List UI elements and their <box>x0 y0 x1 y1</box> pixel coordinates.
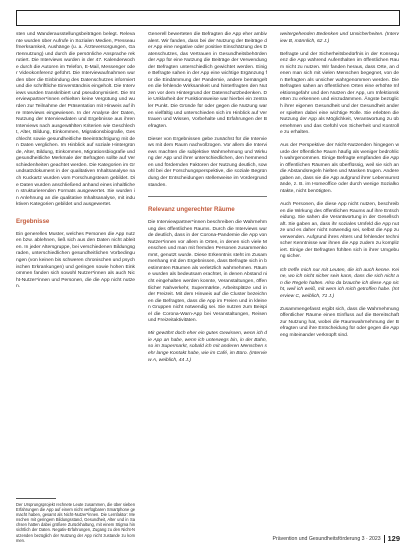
page-footer <box>273 534 400 543</box>
paragraph: Dieser von Ergebnissen gebe zunächst für die Interviews mit dem Raum nachvollzogen. Vor allem die Interviews machten die subjektive Wahrnehmung und Wirkung der App und ihrer unterschiedlichen, den hemmenden und fördernden Faktoren der Nutzung deutlich, sowohl bei der Forschungsperspektive, die soziale Begründung der Entscheidungen stellenweise im Vordergrund standen. <box>148 136 267 188</box>
column-right <box>280 32 399 346</box>
interview-quote: Ich treffe mich nur mit Leuten, die ich auch kenne. Keine, wo ich nicht sicher sein kann, dass die sich nicht an die Regeln halten. Also da brauche ich diese App nicht, weil ich weiß, mit wem ich mich getroffen habe. (Interview C, weiblich, 71 J.) <box>280 267 399 299</box>
section-heading-results: Ergebnisse <box>16 217 50 225</box>
column-left <box>16 32 135 297</box>
section-heading-spaces: Relevanz ungerechter Räume <box>148 206 235 214</box>
footer-divider <box>384 535 385 543</box>
paragraph: Generell bewerteten die Befragten die App eher ambivalent. Wir fanden, dass bei der Nutzung der Beiträge der App eine negative oder positive Einschätzung des Datenschutzes, das Vertrauen in Gesundheitsbehörden der App für eine Nutzung die Beiträge der Verwendung der Befragten unterschiedlich gewichtet werden. Einige Befragte sahen in der App eine wichtige Ergänzung für die Eindämmung der Pandemie, andere bemängelten die fehlende Wirksamkeit und hinterfragten den Nutzen vor dem Hintergrund der Datenschutzbedenken. Die Unklarheit der Funktionsweise war hierbei ein zentraler Punkt. Die Gründe für oder gegen die Nutzung waren vielfältig und unterschieden sich im Hinblick auf Vertrauen und Wissen, Vorbehalte und Erfahrungen der Befragten. <box>148 32 267 129</box>
interview-quote: Mir gewährt doch eher ein gutes Gewissen, wenn ich die App an habe, wenn ich unterwegs bin, in der Bahn, so im Supermarkt, sobald ich mit anderen Menschen sehr lange Kontakt habe, wie im Café, im Büro. (Interview A, weiblich, 44 J.) <box>148 331 267 363</box>
paragraph: Aus der Perspektive der Nicht-Nutzenden hingegen wurde der öffentliche Raum häufig als weniger bedrohlich wahrgenommen. Einige Befragte empfanden die App in öffentlichen Räumen als überflüssig, weil sie sich an die Abstandsregeln hielten und Masken trugen. Andere gaben an, dass sie die App aufgrund ihrer Lebensumstände, z. B. im Homeoffice oder durch wenige Sozialkontakte, nicht benötigten. <box>280 143 399 195</box>
interview-quote: weitergehenden Bedenken und Unsicherheiten. (Interview B, männlich, 62 J.) <box>280 32 399 44</box>
paragraph: Die Interviewpartner*innen beschreiben die Wahrnehmung des öffentlichen Raums. Durch die Interviews wurde deutlich, dass in der Corona-Pandemie die App von Nutzer*innen vor allem in Orten, in denen sich viele Menschen und man mit fremden Personen zusammenkommt, genutzt wurde. Diese Erkenntnis steht im Zusammenhang mit den Ergebnissen, dass Befragte sich in bestimmten Räumen als verletzlich wahrnehmen. Räume wurden als bedeutsam erachtet, in denen Abstand nicht eingehalten werden konnte, Veranstaltungen, öffentlicher Nahverkehr, Supermärkte, Arbeitsplätze und in der Freizeit. Mit dem Hinweis auf die Cluster bezeichnen die Befragten, dass die App im Freien und in kleinen Gruppen nicht notwendig sei. Sie nutzen zum Beispiel die Corona-Warn-App bei Veranstaltungen, Reisen und Freizeitaktivitäten. <box>148 220 267 324</box>
footnote: Der Ursprungsprojekt rechnete Leute zusammen, die über sieben Erfahrungen die App auf einem nicht verfügbaren Smartphone gemacht haben, gesamt als Nicht-Nutzer*innen. Die Lernfaktor: Menschen mit geringem Bildungsstand, Gesundheit, Alter und in Sachsen hatten dabei größere Zurückhaltung, mit einem Stigma hinsichtlich der Daten. Negativ-Erfahrungen, Zugang zu den Nicht-Nutzenden bezüglich der Nutzung der App nicht zustande zu kommen. <box>16 502 135 543</box>
page-number: 129 <box>387 534 400 543</box>
running-header-box <box>16 10 400 26</box>
paragraph: Befragte und der Sicherheitsbedürfnis in der Konsequenz die App während Aufenthalten im öffentlichen Raum nicht zu nutzen. Wir fanden heraus, dass Orte, an denen man sich mit vielen Menschen begegnet, von den Befragten als unsicher wahrgenommen werden. Die Befragten sahen an öffentlichen Orten eine erhöhte Infektionsgefahr und den Nutzen der App, um Infektionsketten zu erkennen und einzudämmen. Ängste bezüglich ihrer eigenen Gesundheit und der Gesundheit anderer spielten dabei eine wichtige Rolle. Sie erlebten die Nutzung der App als Möglichkeit, Verantwortung zu übernehmen und das Gefühl von Sicherheit und Kontrolle zu erhalten. <box>280 51 399 136</box>
journal-citation: Prävention und Gesundheitsförderung 3 · 2023 <box>272 535 381 542</box>
column-middle <box>148 32 267 371</box>
footnote-rule <box>16 498 56 499</box>
paragraph: sten und Wanderausstellungsbeiträgen belegt. Relevante wurden über Aufrufe in Sozialen Medien, Presseaufmerksamkeit, Aushänge (u. a. Ärzteversorgungen, Gartennutzung) und durch die persönliche Ansprache rekrutiert. Die Interviews wurden in der 47. Kalenderwoche durch die Autoren im Telefon, E-Mail, Messenger oder Videokonferenz geführt. Die Interviewaufnahmen wurden über die Einbindung des Datenschutzes informiert und die schriftliche Einverständnis eingeholt. Die Interviews wurden transkribiert und pseudonymisiert. Die Interviewpartner*innen erhielten keine Vergütung und wurden zur Teilnahme der Präsentation mit Hinweis auf ihre Interviews eingewiesen. In der Analyse der Daten, Nutzung der Interviewdaten und Ergebnisse aus ihren Interviews nach ausgewählten Kriterien wie Geschlecht, Alter, Bildung, Einkommen, Migrationsbiografie, Geschlecht sowie gesundheitliche Beeinträchtigung mit den Daten verglichen. Im Hinblick auf soziale Hintergründe, Alter, Bildung, Einkommen, Migrationsbiografie und gesundheitliche Merkmale der Befragten sollte auf Verschiedenheiten geachtet werden. Die Kategorien im Grundsatzdokument in der qualitativen Inhaltsanalyse nach Kuckartz wurden vom Forschungsteam gebildet. Die Daten wurden anschließend anhand eines inhaltlichen strukturierenden Formats ausgewertet. Sie wurden in Anlehnung an die qualitative Inhaltsanalyse, mit induktiven Kategorien gebildet und ausgewertet. <box>16 32 135 208</box>
paragraph: Zusammengefasst ergibt sich, dass die Wahrnehmung öffentlicher Räume einen Einfluss auf die Bereitschaft zur Nutzung hat, wobei die Raumwahrnehmung der Befragten und ihre Entscheidung für oder gegen die App eng miteinander verknüpft sind. <box>280 306 399 338</box>
paragraph: Ein generelles Muster, welches Personen die App nutzen bzw. ablehnen, ließ sich aus den Daten nicht ableiten. In jeder Altersgruppe, bei verschiedenen Bildungsgraden, unterschiedlichen gesundheitlichen Vorbedingungen (von keinen bis schweren chronischen und psychischen Erkrankungen) und geringen sowie hohen Einkommen fanden sich sowohl Nutzer*innen als auch Nicht-Nutzer*innen und Personen, die die App nicht nutzen. <box>16 231 135 290</box>
paragraph: Auch Personen, die diese App nicht nutzen, beschreiben die Wirkung des öffentlichen Raums auf ihre Entscheidung. Sie sahen die Verantwortung in der Gesellschaft. Sie gaben an, dass ihr soziales Umfeld die App nutze und es daher nicht notwendig sei, selbst die App zu verwenden. Aufgrund ihres Alters und fehlender technischer Kenntnisse war ihnen die App zudem zu kompliziert. Einige der Befragten fühlten sich in ihrer Umgebung sicher. <box>280 202 399 260</box>
section-divider <box>148 196 267 197</box>
